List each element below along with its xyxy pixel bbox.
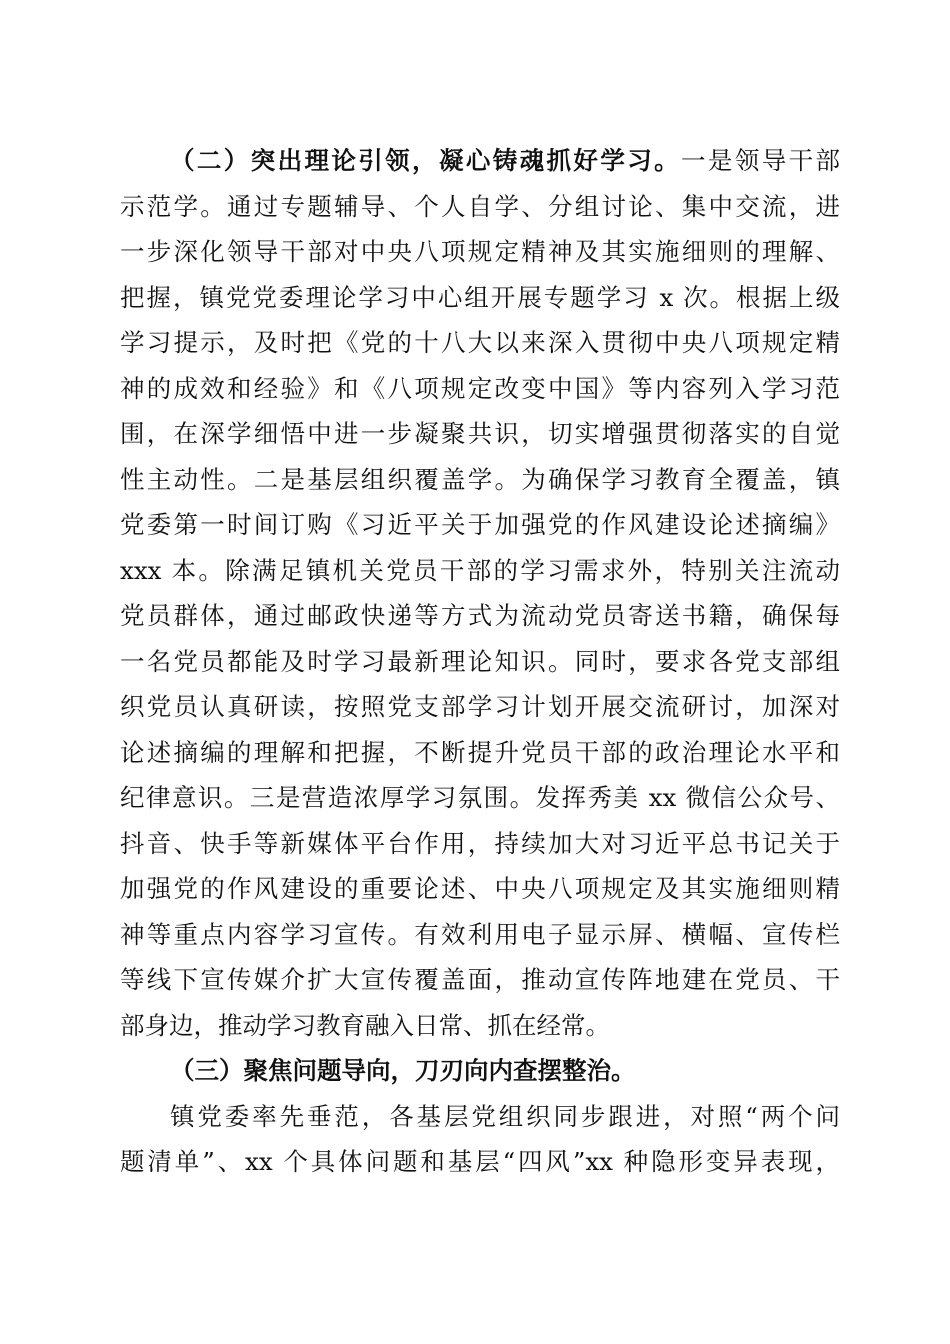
paragraph-text-line: 加强党的作风建设的重要论述、中央八项规定及其实施细则精 [120, 874, 840, 903]
paragraph-text-line: 题清单”、xx 个具体问题和基层“四风”xx 种隐形变异表现， [120, 1147, 840, 1176]
paragraph-text-line: 神等重点内容学习宣传。有效利用电子显示屏、横幅、宣传栏 [120, 919, 840, 949]
paragraph-text-line: 一步深化领导干部对中央八项规定精神及其实施细则的理解、 [120, 237, 840, 266]
document-body [120, 138, 840, 1185]
paragraph-text-line: 党委第一时间订购《习近平关于加强党的作风建设论述摘编》 [120, 510, 840, 539]
paragraph-text: 一是领导干部 [681, 146, 840, 175]
paragraph-text-line: 抖音、快手等新媒体平台作用，持续加大对习近平总书记关于 [120, 828, 840, 858]
paragraph-text-line: 一名党员都能及时学习最新理论知识。同时，要求各党支部组 [120, 646, 840, 676]
paragraph-text-line: 性主动性。二是基层组织覆盖学。为确保学习教育全覆盖，镇 [120, 464, 840, 494]
paragraph-text-line: 神的成效和经验》和《八项规定改变中国》等内容列入学习范 [120, 373, 840, 403]
paragraph-text-line: 把握，镇党党委理论学习中心组开展专题学习 x 次。根据上级 [120, 282, 840, 312]
paragraph-text-line: 围，在深学细悟中进一步凝聚共识，切实增强贯彻落实的自觉 [120, 419, 840, 448]
paragraph-text-line: 织党员认真研读，按照党支部学习计划开展交流研讨，加深对 [120, 692, 840, 721]
paragraph-text-line: 纪律意识。三是营造浓厚学习氛围。发挥秀美 xx 微信公众号、 [120, 783, 840, 812]
section-heading-2: （二）突出理论引领，凝心铸魂抓好学习。 [170, 146, 682, 175]
paragraph-text-line: 等线下宣传媒介扩大宣传覆盖面，推动宣传阵地建在党员、干 [120, 965, 840, 994]
paragraph-text-line: 部身边，推动学习教育融入日常、抓在经常。 [120, 1010, 610, 1040]
paragraph-text-line: xxx 本。除满足镇机关党员干部的学习需求外，特别关注流动 [120, 555, 840, 585]
paragraph-text-line: 学习提示，及时把《党的十八大以来深入贯彻中央八项规定精 [120, 328, 840, 357]
paragraph-text-line: 党员群体，通过邮政快递等方式为流动党员寄送书籍，确保每 [120, 601, 840, 630]
paragraph-2-line-1 [120, 138, 840, 184]
paragraph-text-line: 示范学。通过专题辅导、个人自学、分组讨论、集中交流，进 [120, 191, 840, 221]
paragraph-text-line: 论述摘编的理解和把握，不断提升党员干部的政治理论水平和 [120, 737, 840, 767]
section-heading-3: （三）聚焦问题导向，刀刃向内查摆整治。 [170, 1056, 636, 1085]
paragraph-text-line: 镇党委率先垂范，各基层党组织同步跟进，对照“两个问 [170, 1101, 840, 1131]
